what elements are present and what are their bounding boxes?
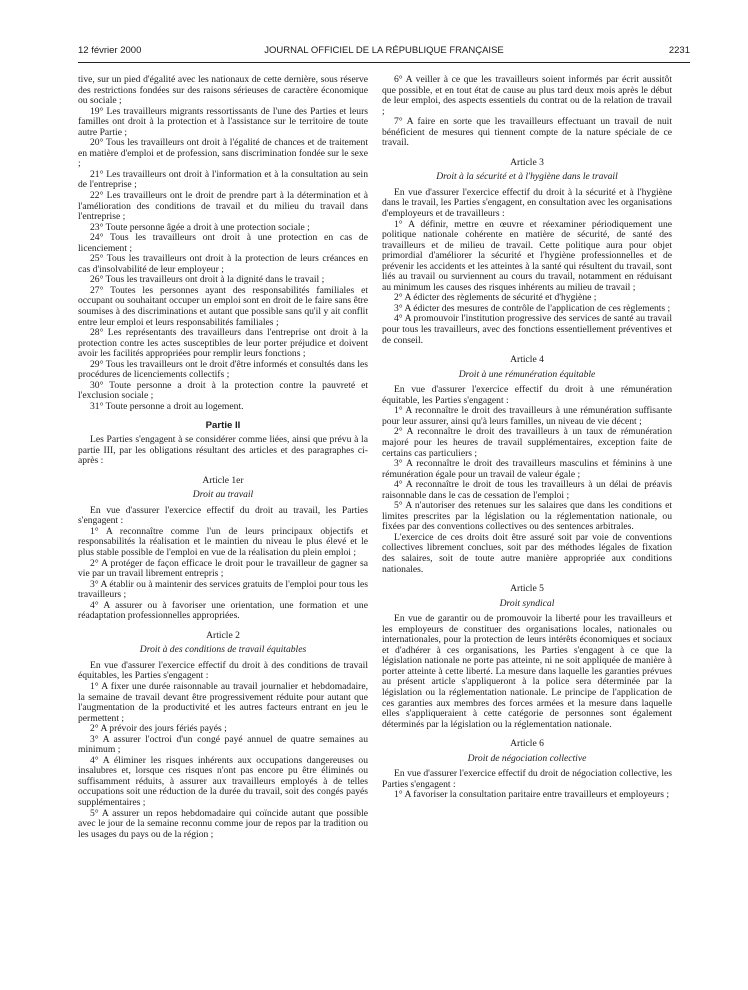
paragraph: 4° A promouvoir l'institution progressive des services de santé au travail pour tous les travailleurs, avec des fonctions essentiellement préventives et de conseil.: [382, 313, 672, 346]
paragraph: L'exercice de ces droits doit être assuré soit par voie de conventions collectives librement conclues, soit par des méthodes légales de fixation des salaires, soit de toute autre manière appropriée aux conditions nationales.: [382, 531, 672, 575]
paragraph: 26° Tous les travailleurs ont droit à la dignité dans le travail ;: [90, 274, 325, 286]
paragraph: Les Parties s'engagent à se considérer comme liées, ainsi que prévu à la partie III, par les obligations résultant des articles et des paragraphes ci-après :: [78, 434, 368, 467]
paragraph: 3° A édicter des mesures de contrôle de l'application de ces règlements ;: [394, 302, 671, 314]
header-rule: [78, 62, 690, 63]
paragraph: 25° Tous les travailleurs ont droit à la protection de leurs créances en cas d'insolvabilité de leur employeur ;: [78, 253, 368, 275]
paragraph: 1° A reconnaître le droit des travailleurs à une rémunération suffisante pour leur assurer, ainsi qu'à leurs familles, un niveau de vie décent ;: [382, 405, 672, 427]
article-heading: Article 6: [510, 738, 544, 750]
paragraph: 7° A faire en sorte que les travailleurs effectuant un travail de nuit bénéficient de mesures qui tiennent compte de la nature spéciale de ce travail.: [382, 116, 672, 149]
article-heading: Article 3: [510, 156, 544, 168]
page-number: 2231: [668, 45, 690, 56]
paragraph: 2° A édicter des règlements de sécurité et d'hygiène ;: [394, 292, 597, 304]
paragraph: 2° A reconnaître le droit des travailleurs à un taux de rémunération majoré pour les heures de travail supplémentaires, exception faite de certains cas particuliers ;: [382, 426, 672, 459]
journal-title: JOURNAL OFFICIEL DE LA RÉPUBLIQUE FRANÇAISE: [264, 45, 504, 56]
paragraph: En vue d'assurer l'exercice effectif du droit au travail, les Parties s'engagent :: [78, 504, 368, 527]
paragraph: En vue d'assurer l'exercice effectif du droit à une rémunération équitable, les Parties s'engagent :: [382, 384, 672, 406]
paragraph: 3° A reconnaître le droit des travailleurs masculins et féminins à une rémunération égale pour un travail de valeur égale ;: [382, 458, 672, 480]
paragraph: 23° Toute personne âgée a droit à une protection sociale ;: [90, 221, 310, 233]
paragraph: 3° A établir ou à maintenir des services gratuits de l'emploi pour tous les travailleurs ;: [78, 578, 368, 601]
paragraph: 6° A veiller à ce que les travailleurs soient informés par écrit aussitôt que possible, et en tout état de cause au plus tard deux mois après le début de leur emploi, des aspects essentiels du contrat ou de la relation de travail ;: [382, 74, 672, 117]
article-heading: Article 4: [510, 354, 544, 366]
paragraph: 30° Toute personne a droit à la protection contre la pauvreté et l'exclusion sociale ;: [78, 379, 368, 402]
paragraph: En vue d'assurer l'exercice effectif du droit à la sécurité et à l'hygiène dans le travail, les Parties s'engagent, en consultation avec les organisations d'employeurs et de travailleurs :: [382, 186, 672, 220]
paragraph: En vue d'assurer l'exercice effectif du droit de négociation collective, les Parties s'engagent :: [382, 768, 672, 790]
article-heading: Article 5: [510, 583, 544, 595]
paragraph: 4° A éliminer les risques inhérents aux occupations dangereuses ou insalubres et, lorsque ces risques n'ont pas encore pu être éliminés ou suffisamment réduits, à assurer aux travailleurs employés à de telles occupations soit une réduction de la durée du travail, soit des congés payés supplémentaires ;: [78, 754, 368, 808]
right-column: [382, 75, 672, 801]
article-heading: Article 1er: [202, 474, 244, 486]
paragraph: 21° Les travailleurs ont droit à l'information et à la consultation au sein de l'entreprise ;: [78, 168, 368, 191]
article-subtitle: Droit à la sécurité et à l'hygiène dans le travail: [436, 171, 618, 183]
paragraph: 1° A définir, mettre en œuvre et réexaminer périodiquement une politique nationale cohérente en matière de sécurité, de santé des travailleurs et de milieu de travail. Cette politique aura pour objet primordial d'améliorer la sécurité et l'hygiène professionnelles et de prévenir les accidents et les atteintes à la santé qui résultent du travail, sont liés au travail ou surviennent au cours du travail, notamment en réduisant au minimum les causes des risques inhérents au milieu de travail ;: [382, 218, 672, 293]
paragraph: 1° A favoriser la consultation paritaire entre travailleurs et employeurs ;: [394, 789, 670, 801]
paragraph: tive, sur un pied d'égalité avec les nationaux de cette dernière, sous réserve des restrictions fondées sur des raisons sérieuses de caractère économique ou sociale ;: [78, 74, 368, 107]
paragraph: 1° A fixer une durée raisonnable au travail journalier et hebdomadaire, la semaine de travail devant être progressivement réduite pour autant que l'augmentation de la productivité et les autres facteurs entrant en jeu le permettent ;: [78, 680, 368, 724]
paragraph: En vue d'assurer l'exercice effectif du droit à des conditions de travail équitables, les Parties s'engagent :: [78, 659, 368, 682]
paragraph: 31° Toute personne a droit au logement.: [90, 400, 244, 412]
issue-date: 12 février 2000: [78, 45, 142, 56]
part-heading: Partie II: [205, 419, 241, 431]
paragraph: 1° A reconnaître comme l'un de leurs principaux objectifs et responsabilités la réalisation et le maintien du niveau le plus élevé et le plus stable possible de l'emploi en vue de la réalisation du plein emploi ;: [78, 525, 368, 558]
paragraph: 22° Les travailleurs ont le droit de prendre part à la détermination et à l'amélioration des conditions de travail et du milieu du travail dans l'entreprise ;: [78, 190, 368, 223]
paragraph: 29° Tous les travailleurs ont le droit d'être informés et consultés dans les procédures de licenciements collectifs ;: [78, 358, 368, 381]
left-column: [78, 75, 368, 840]
article-subtitle: Droit à une rémunération équitable: [458, 368, 596, 380]
article-heading: Article 2: [206, 629, 240, 641]
article-subtitle: Droit syndical: [499, 597, 555, 609]
paragraph: 3° A assurer l'octroi d'un congé payé annuel de quatre semaines au minimum ;: [78, 733, 368, 756]
paragraph: 28° Les représentants des travailleurs dans l'entreprise ont droit à la protection contre les actes susceptibles de leur porter préjudice et doivent avoir les facilités appropriées pour remplir leurs fonctions ;: [78, 327, 368, 360]
paragraph: 5° A assurer un repos hebdomadaire qui coïncide autant que possible avec le jour de la semaine reconnu comme jour de repos par la tradition ou les usages du pays ou de la région ;: [78, 807, 368, 840]
paragraph: 27° Toutes les personnes ayant des responsabilités familiales et occupant ou souhaitant occuper un emploi sont en droit de le faire sans être soumises à des discriminations et autant que possible sans qu'il y ait conflit entre leur emploi et leurs responsabilités familiales ;: [78, 284, 368, 328]
paragraph: 2° A prévoir des jours fériés payés ;: [90, 723, 227, 735]
paragraph: 24° Tous les travailleurs ont droit à une protection en cas de licenciement ;: [78, 232, 368, 254]
paragraph: 20° Tous les travailleurs ont droit à l'égalité de chances et de traitement en matière d'emploi et de profession, sans discrimination fondée sur le sexe ;: [78, 137, 368, 170]
article-subtitle: Droit au travail: [192, 489, 254, 501]
paragraph: 5° A n'autoriser des retenues sur les salaires que dans les conditions et limites prescrites par la législation ou la réglementation nationale, ou fixées par des conventions collectives ou des sentences arbitrales.: [382, 500, 672, 533]
paragraph: En vue de garantir ou de promouvoir la liberté pour les travailleurs et les employeurs de constituer des organisations locales, nationales ou internationales, pour la protection de leurs intérêts économiques et sociaux et d'adhérer à ces organisations, les Parties s'engagent à ce que la législation nationale ne porte pas atteinte, ni ne soit appliquée de manière à porter atteinte à cette liberté. La mesure dans laquelle les garanties prévues au présent article s'appliqueront à la police sera déterminée par la législation ou la réglementation nationale. Le principe de l'application de ces garanties aux membres des forces armées et la mesure dans laquelle elles s'appliqueraient à cette catégorie de personnes sont également déterminés par la législation ou la réglementation nationale.: [382, 613, 672, 730]
article-subtitle: Droit à des conditions de travail équitables: [139, 644, 307, 656]
article-subtitle: Droit de négociation collective: [467, 752, 587, 764]
paragraph: 19° Les travailleurs migrants ressortissants de l'une des Parties et leurs familles ont droit à la protection et à l'assistance sur le territoire de toute autre Partie ;: [78, 105, 368, 138]
paragraph: 2° A protéger de façon efficace le droit pour le travailleur de gagner sa vie par un travail librement entrepris ;: [78, 557, 368, 580]
paragraph: 4° A reconnaître le droit de tous les travailleurs à un délai de préavis raisonnable dans le cas de cessation de l'emploi ;: [382, 479, 672, 501]
page-header: [78, 44, 690, 58]
paragraph: 4° A assurer ou à favoriser une orientation, une formation et une réadaptation professionnelles appropriées.: [78, 599, 368, 622]
